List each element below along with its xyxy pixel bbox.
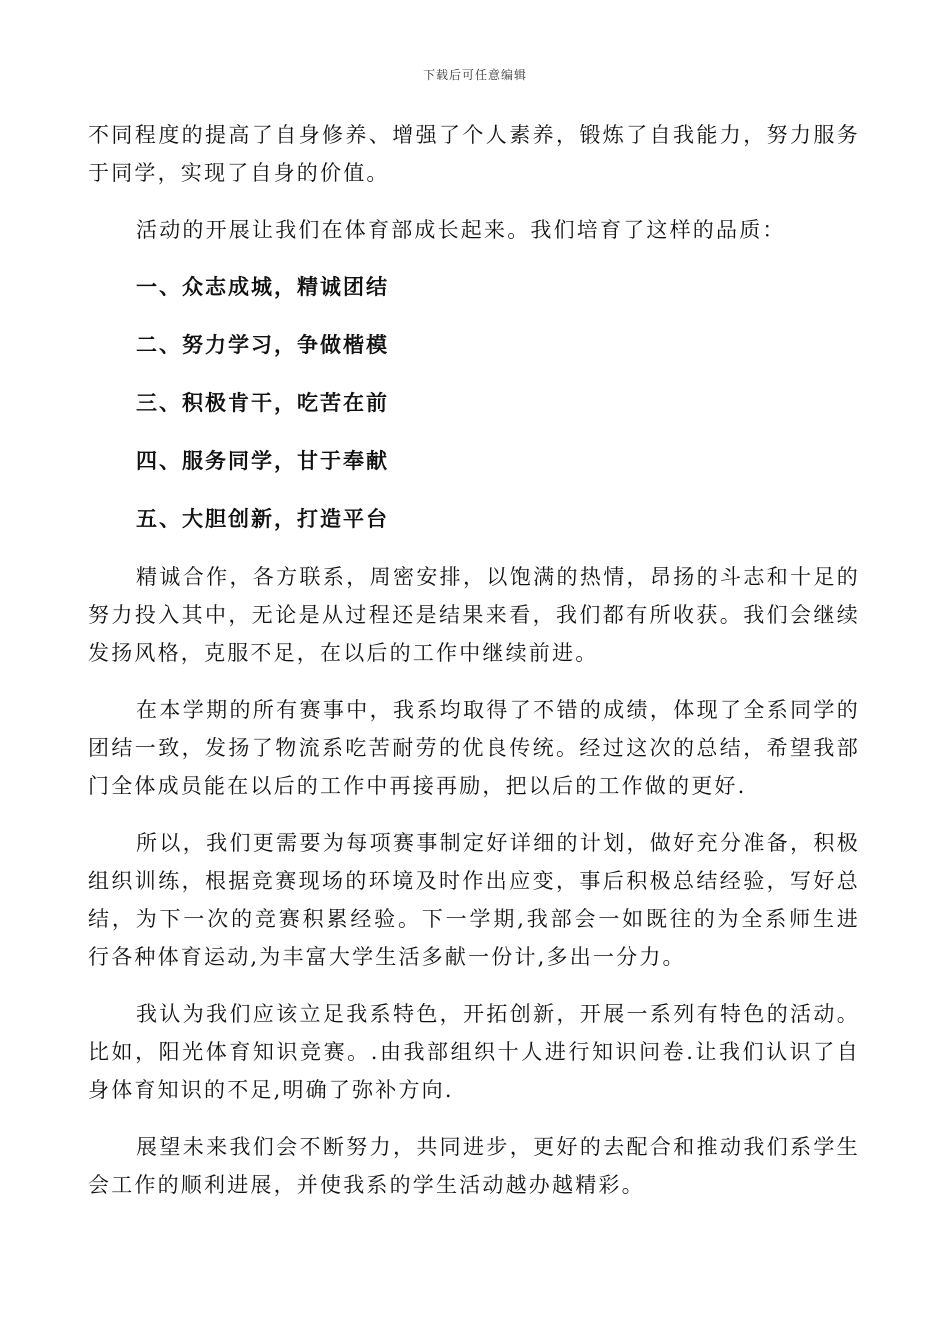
quality-heading-5: 五、大胆创新，打造平台 bbox=[136, 506, 389, 531]
paragraph-qualities-intro: 活动的开展让我们在体育部成长起来。我们培育了这样的品质： bbox=[136, 218, 786, 242]
paragraph-planning: 所以，我们更需要为每项赛事制定好详细的计划，做好充分准备，积极组织训练，根据竞赛现场的环境及时作出应变，事后积极总结经验，写好总结，为下一次的竞赛积累经验。下一学期,我部会一如既往的为全系师生进行各种体育运动,为丰富大学生活多献一份计,多出一分力。 bbox=[88, 831, 860, 969]
document-body bbox=[88, 116, 860, 1223]
page-header: 下载后可任意编辑 bbox=[422, 68, 527, 82]
quality-heading-2: 二、努力学习，争做楷模 bbox=[136, 332, 389, 357]
quality-heading-3: 三、积极肯干，吃苦在前 bbox=[136, 390, 389, 415]
quality-heading-1: 一、众志成城，精诚团结 bbox=[136, 274, 389, 299]
quality-heading-4: 四、服务同学，甘于奉献 bbox=[136, 448, 389, 473]
paragraph-competitions: 在本学期的所有赛事中，我系均取得了不错的成绩，体现了全系同学的团结一致，发扬了物流系吃苦耐劳的优良传统。经过这次的总结，希望我部门全体成员能在以后的工作中再接再励，把以后的工作做的更好. bbox=[88, 698, 860, 798]
paragraph-self-improvement: 不同程度的提高了自身修养、增强了个人素养，锻炼了自我能力，努力服务于同学，实现了自身的价值。 bbox=[88, 123, 860, 185]
paragraph-outlook: 展望未来我们会不断努力，共同进步，更好的去配合和推动我们系学生会工作的顺利进展，并使我系的学生活动越办越精彩。 bbox=[88, 1135, 860, 1197]
paragraph-innovation: 我认为我们应该立足我系特色，开拓创新，开展一系列有特色的活动。比如，阳光体育知识竞赛。.由我部组织十人进行知识问卷.让我们认识了自身体育知识的不足,明确了弥补方向. bbox=[88, 1002, 860, 1102]
paragraph-cooperation: 精诚合作，各方联系，周密安排，以饱满的热情，昂扬的斗志和十足的努力投入其中，无论是从过程还是结果来看，我们都有所收获。我们会继续发扬风格，克服不足，在以后的工作中继续前进。 bbox=[88, 565, 860, 665]
